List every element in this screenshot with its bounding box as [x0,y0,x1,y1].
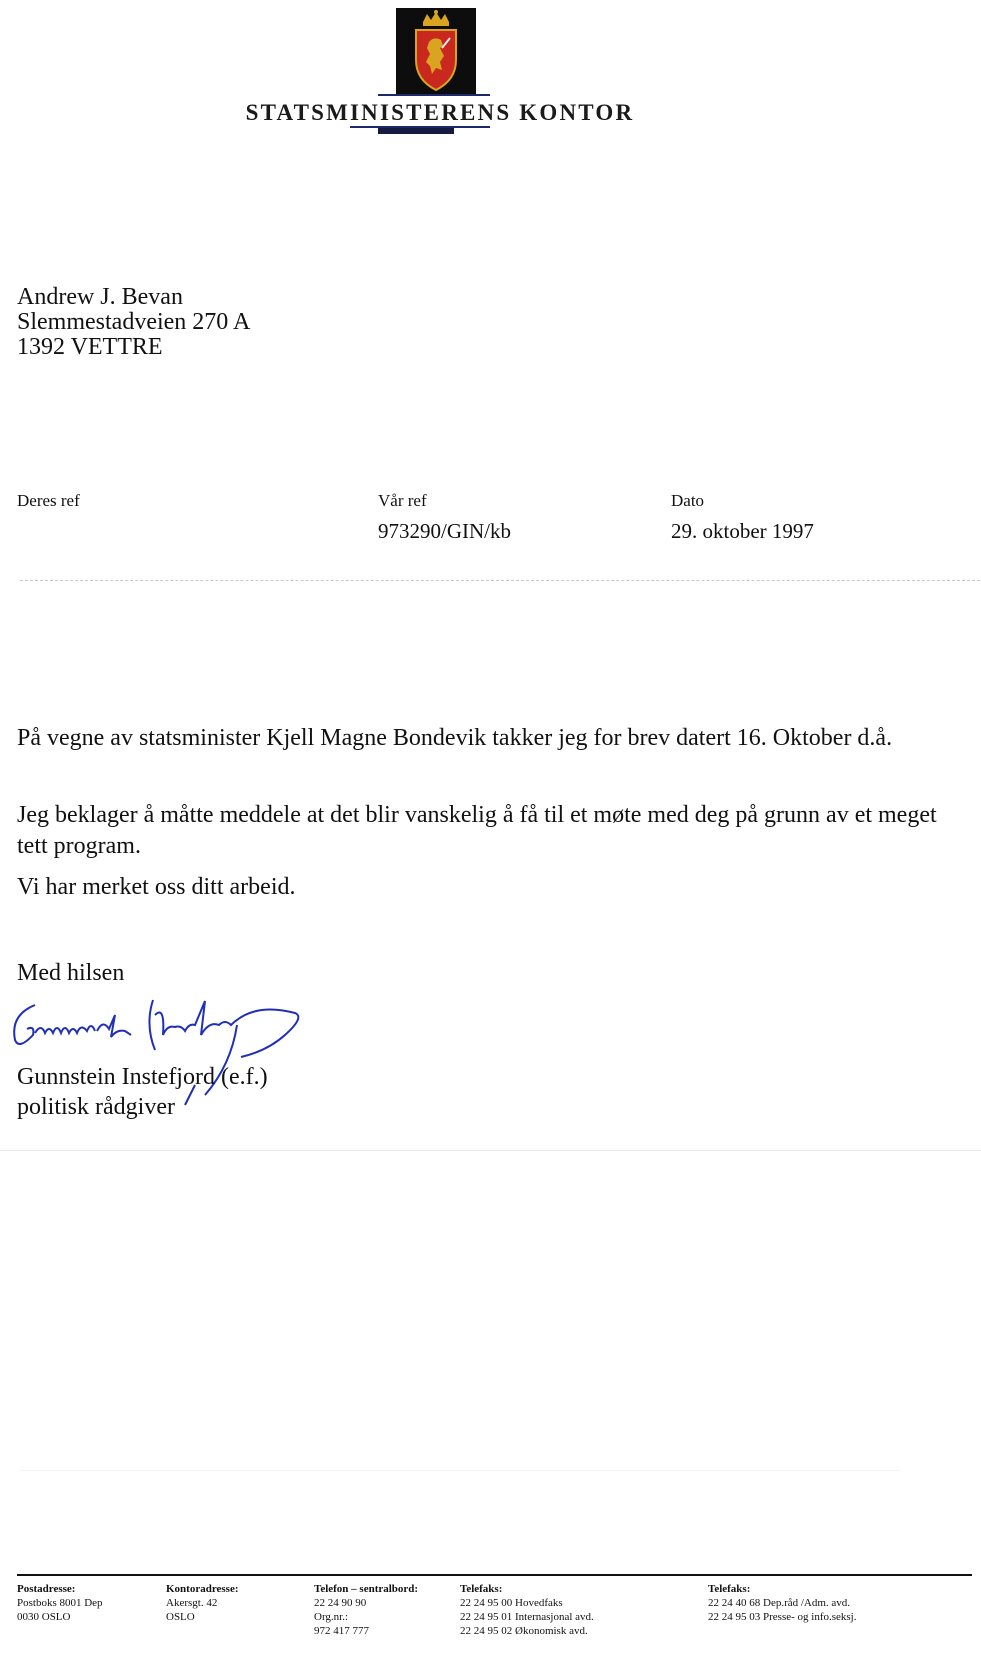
body-paragraph-1: På vegne av statsminister Kjell Magne Bondevik takker jeg for brev datert 16. Oktober d.å. [17,725,893,751]
deres-ref-label: Deres ref [17,491,80,510]
postadresse-label: Postadresse: [17,1583,76,1595]
orgnr-value: 972 417 777 [314,1625,369,1637]
footer-rule [17,1574,972,1576]
signer-title: politisk rådgiver [17,1094,175,1120]
postadresse-line: Postboks 8001 Dep [17,1597,103,1609]
kontoradresse-label: Kontoradresse: [166,1583,239,1595]
body-paragraph-2: Jeg beklager å måtte meddele at det blir vanskelig å få til et møte med deg på grunn av et meget tett program. [17,802,937,859]
postadresse-line: 0030 OSLO [17,1611,71,1623]
kontoradresse-line: OSLO [166,1611,195,1623]
recipient-postal: 1392 VETTRE [17,334,163,360]
closing-greeting: Med hilsen [17,960,125,986]
dato-value: 29. oktober 1997 [671,519,814,543]
reference-divider [20,580,980,581]
footer-telefon [314,1582,418,1638]
body-paragraph-3: Vi har merket oss ditt arbeid. [17,874,296,900]
letterhead-bar [378,128,454,134]
telefaks2-line: 22 24 95 03 Presse- og info.seksj. [708,1611,857,1623]
telefon-value: 22 24 90 90 [314,1597,367,1609]
telefaks-line: 22 24 95 01 Internasjonal avd. [460,1611,594,1623]
telefaks2-label: Telefaks: [708,1583,751,1595]
signer-name: Gunnstein Instefjord (e.f.) [17,1064,268,1090]
recipient-name: Andrew J. Bevan [17,284,183,310]
recipient-address [17,285,250,360]
footer-telefaks-2 [708,1582,857,1624]
organization-name: STATSMINISTERENS KONTOR [245,100,635,125]
scan-artifact-line [20,1470,900,1471]
letterhead-rule-top [378,94,490,96]
footer-kontoradresse [166,1582,239,1624]
telefaks2-line: 22 24 40 68 Dep.råd /Adm. avd. [708,1597,851,1609]
telefon-label: Telefon – sentralbord: [314,1583,419,1595]
recipient-street: Slemmestadveien 270 A [17,309,251,335]
dato-label: Dato [671,491,705,510]
footer-telefaks [460,1582,594,1638]
scan-artifact-line [0,1150,981,1151]
orgnr-label: Org.nr.: [314,1611,349,1623]
telefaks-line: 22 24 95 02 Økonomisk avd. [460,1625,588,1637]
telefaks-line: 22 24 95 00 Hovedfaks [460,1597,563,1609]
var-ref-label: Vår ref [378,491,427,510]
kontoradresse-line: Akersgt. 42 [166,1597,218,1609]
var-ref-value: 973290/GIN/kb [378,519,511,543]
coat-of-arms-icon [396,8,476,96]
coat-of-arms-emblem [396,8,476,96]
telefaks-label: Telefaks: [460,1583,503,1595]
footer-postadresse [17,1582,103,1624]
